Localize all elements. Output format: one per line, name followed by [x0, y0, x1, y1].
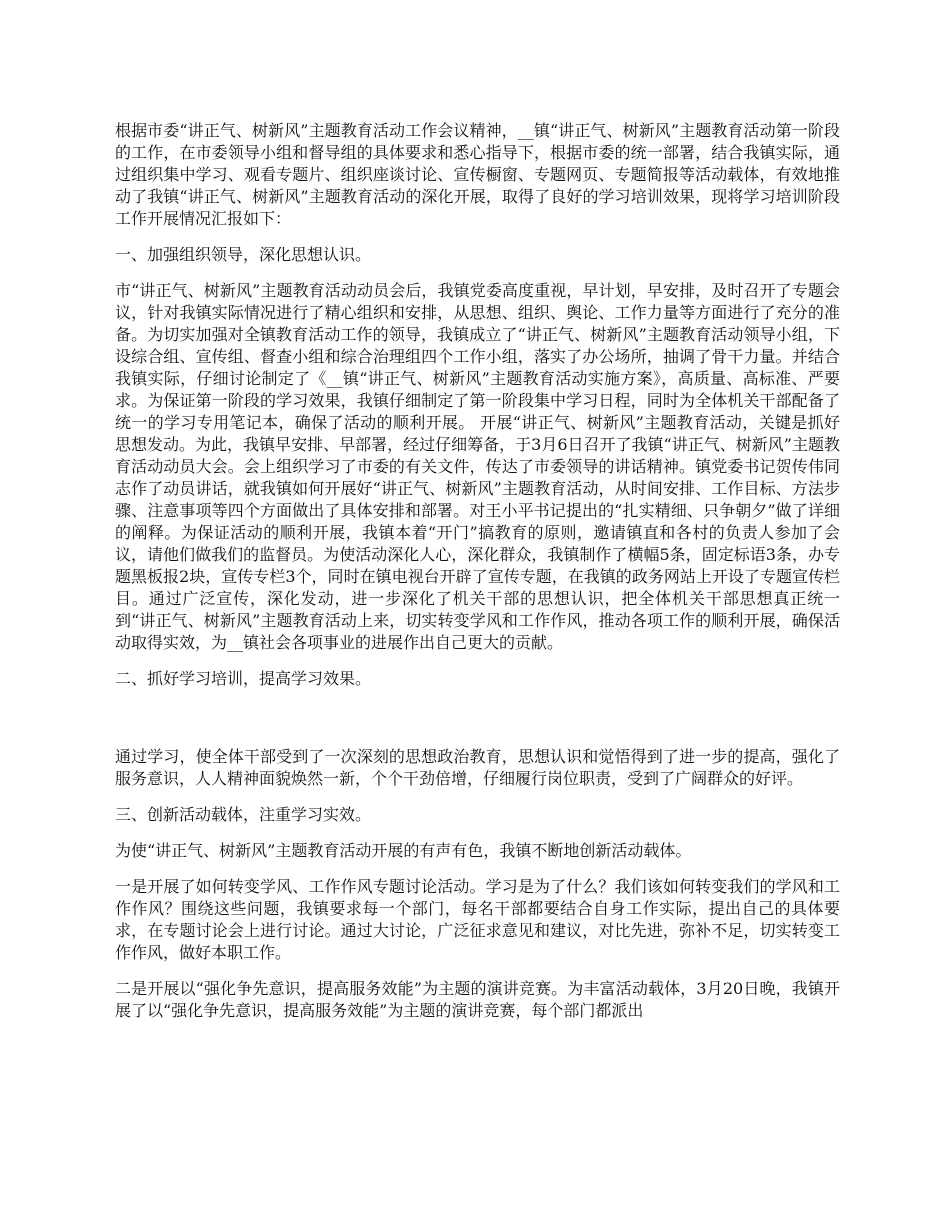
section-3-intro: 为使“讲正气、树新风”主题教育活动开展的有声有色，我镇不断地创新活动载体。 [115, 841, 692, 860]
document-page [115, 120, 840, 1036]
section-3-heading: 三、创新活动载体，注重学习实效。 [115, 805, 372, 824]
section-1-heading: 一、加强组织领导，深化思想认识。 [115, 245, 372, 264]
section-2-heading: 二、抓好学习培训，提高学习效果。 [115, 669, 372, 688]
section-3-item-2: 二是开展以“强化争先意识，提高服务效能”为主题的演讲竞赛。为丰富活动载体，3月20日晚，我镇开展了以“强化争先意识，提高服务效能”为主题的演讲竞赛，每个部门都派出 [115, 979, 840, 1020]
section-2-body: 通过学习，使全体干部受到了一次深刻的思想政治教育，思想认识和觉悟得到了进一步的提高，强化了服务意识，人人精神面貌焕然一新，个个干劲倍增，仔细履行岗位职责，受到了广阔群众的好评。 [115, 747, 840, 788]
intro-paragraph: 根据市委“讲正气、树新风”主题教育活动工作会议精神，__镇“讲正气、树新风”主题教育活动第一阶段的工作，在市委领导小组和督导组的具体要求和悉心指导下，根据市委的统一部署，结合我镇实际，通过组织集中学习、观看专题片、组织座谈讨论、宣传橱窗、专题网页、专题简报等活动载体，有效地推动了我镇“讲正气、树新风”主题教育活动的深化开展，取得了良好的学习培训效果，现将学习培训阶段工作开展情况汇报如下： [115, 121, 840, 228]
section-1-body: 市“讲正气、树新风”主题教育活动动员会后，我镇党委高度重视，早计划，早安排，及时召开了专题会议，针对我镇实际情况进行了精心组织和安排，从思想、组织、舆论、工作力量等方面进行了充分的准备。为切实加强对全镇教育活动工作的领导，我镇成立了“讲正气、树新风”主题教育活动领导小组，下设综合组、宣传组、督查小组和综合治理组四个工作小组，落实了办公场所，抽调了骨干力量。并结合我镇实际，仔细讨论制定了《__镇“讲正气、树新风”主题教育活动实施方案》，高质量、高标准、严要求。为保证第一阶段的学习效果，我镇仔细制定了第一阶段集中学习日程，同时为全体机关干部配备了统一的学习专用笔记本，确保了活动的顺利开展。 开展“讲正气、树新风”主题教育活动，关键是抓好思想发动。为此，我镇早安排、早部署，经过仔细筹备，于3月6日召开了我镇“讲正气、树新风”主题教育活动动员大会。会上组织学习了市委的有关文件，传达了市委领导的讲话精神。镇党委书记贺传伟同志作了动员讲话，就我镇如何开展好“讲正气、树新风”主题教育活动，从时间安排、工作目标、方法步骤、注意事项等四个方面做出了具体安排和部署。对王小平书记提出的“扎实精细、只争朝夕”做了详细的阐释。为保证活动的顺利开展，我镇本着“开门”搞教育的原则，邀请镇直和各村的负责人参加了会议，请他们做我们的监督员。为使活动深化人心，深化群众，我镇制作了横幅5条，固定标语3条，办专题黑板报2块，宣传专栏3个，同时在镇电视台开辟了宣传专题，在我镇的政务网站上开设了专题宣传栏目。通过广泛宣传，深化发动，进一步深化了机关干部的思想认识，把全体机关干部思想真正统一到“讲正气、树新风”主题教育活动上来，切实转变学风和工作作风，推动各项工作的顺利开展，确保活动取得实效，为__镇社会各项事业的进展作出自己更大的贡献。 [115, 281, 840, 652]
section-3-item-1: 一是开展了如何转变学风、工作作风专题讨论活动。学习是为了什么？我们该如何转变我们的学风和工作作风？围绕这些问题，我镇要求每一个部门，每名干部都要结合自身工作实际，提出自己的具体要求，在专题讨论会上进行讨论。通过大讨论，广泛征求意见和建议，对比先进，弥补不足，切实转变工作作风，做好本职工作。 [115, 877, 840, 962]
blank-gap [115, 704, 840, 746]
